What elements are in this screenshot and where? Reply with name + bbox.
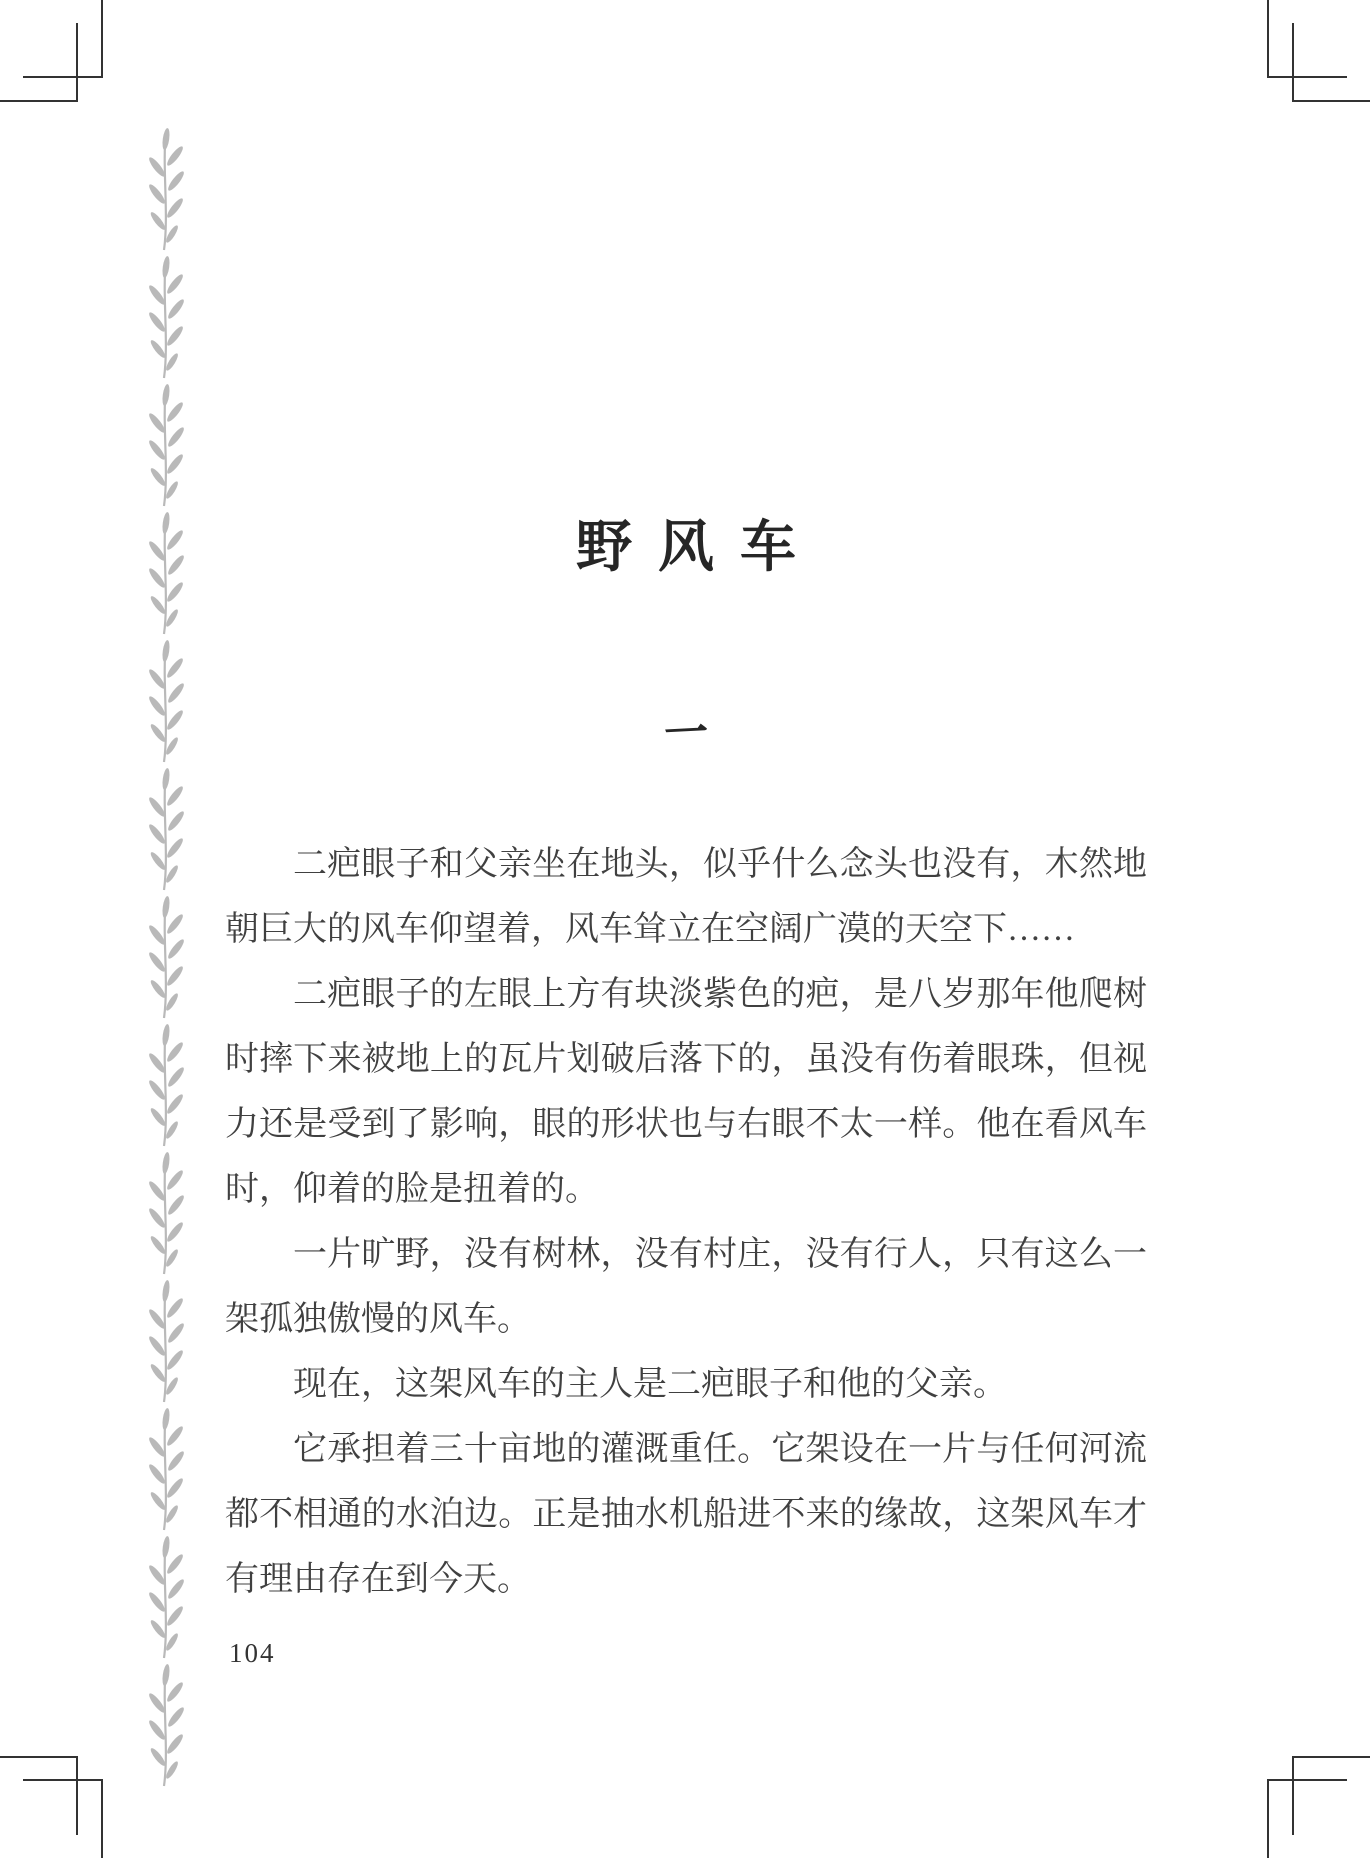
chapter-title: 野风车	[576, 514, 822, 580]
leaf-sprig-icon	[138, 254, 194, 382]
body-text	[225, 832, 1147, 1612]
leaf-sprig-icon	[138, 1406, 194, 1534]
leaf-sprig-icon	[138, 1534, 194, 1662]
section-marker: 一	[662, 706, 710, 761]
leaf-sprig-icon	[138, 894, 194, 1022]
leaf-sprig-icon	[138, 766, 194, 894]
corner-mark-top-right	[1260, 0, 1370, 110]
paragraph: 一片旷野，没有树林，没有村庄，没有行人，只有这么一架孤独傲慢的风车。	[225, 1236, 1147, 1338]
leaf-sprig-icon	[138, 638, 194, 766]
corner-mark-top-left	[0, 0, 110, 110]
leaf-sprig-icon	[138, 1662, 194, 1790]
leaf-sprig-icon	[138, 126, 194, 254]
corner-mark-bottom-left	[0, 1748, 110, 1858]
paragraph: 它承担着三十亩地的灌溉重任。它架设在一片与任何河流都不相通的水泊边。正是抽水机船进不来的缘故，这架风车才有理由存在到今天。	[225, 1431, 1147, 1598]
leaf-sprig-icon	[138, 510, 194, 638]
leaf-sprig-icon	[138, 1150, 194, 1278]
leaf-ornament-column	[138, 126, 194, 1796]
paragraph: 二疤眼子的左眼上方有块淡紫色的疤，是八岁那年他爬树时摔下来被地上的瓦片划破后落下的，虽没有伤着眼珠，但视力还是受到了影响，眼的形状也与右眼不太一样。他在看风车时，仰着的脸是扭着的。	[225, 976, 1147, 1208]
paragraph: 现在，这架风车的主人是二疤眼子和他的父亲。	[293, 1366, 1007, 1403]
leaf-sprig-icon	[138, 382, 194, 510]
corner-mark-bottom-right	[1260, 1748, 1370, 1858]
paragraph: 二疤眼子和父亲坐在地头，似乎什么念头也没有，木然地朝巨大的风车仰望着，风车耸立在空阔广漠的天空下……	[225, 846, 1147, 948]
leaf-sprig-icon	[138, 1278, 194, 1406]
leaf-sprig-icon	[138, 1022, 194, 1150]
page-number: 104	[229, 1638, 276, 1668]
